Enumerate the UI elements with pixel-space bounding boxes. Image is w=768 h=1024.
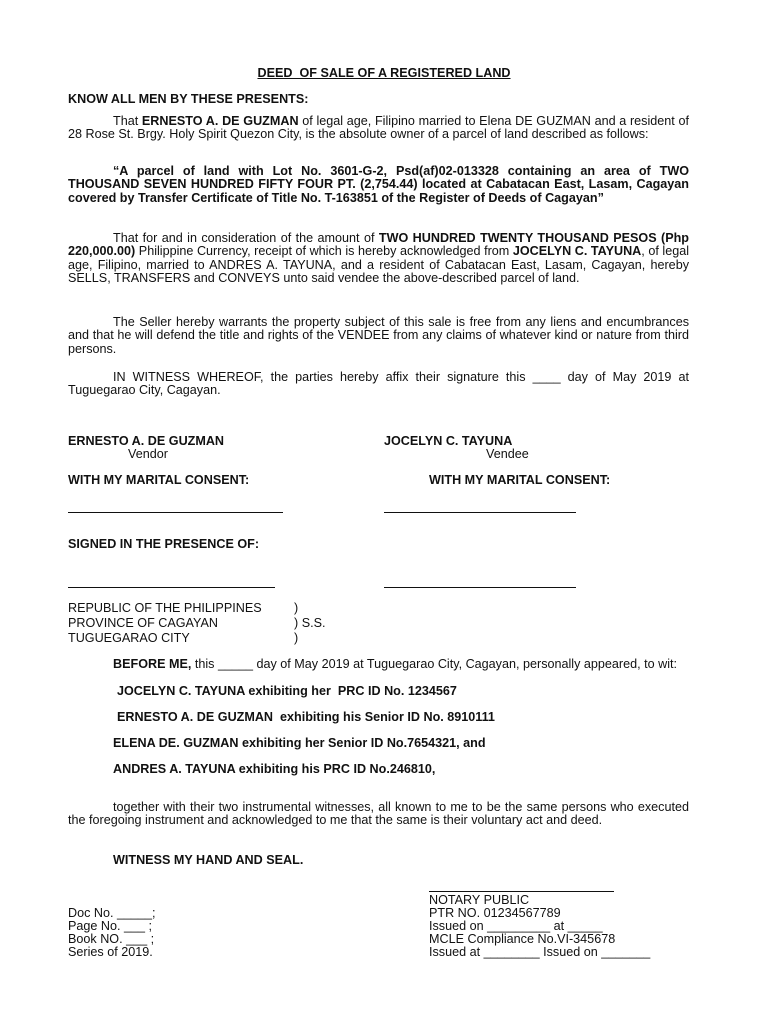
vendee-role: Vendee [486,447,529,461]
venue-city: TUGUEGARAO CITY [68,631,190,645]
vendee-name-inline: JOCELYN C. TAYUNA [512,244,642,259]
know-all-heading: KNOW ALL MEN BY THESE PRESENTS: [68,92,309,106]
together-paragraph: together with their two instrumental witnesses, all known to me to be the same persons who executed the foregoing instrument and acknowledged to me that the same is their voluntary act and deed. [68,800,689,828]
venue-province: PROVINCE OF CAGAYAN [68,616,218,630]
witness-hand-seal: WITNESS MY HAND AND SEAL. [113,853,304,867]
id-line-ernesto: ERNESTO A. DE GUZMAN exhibiting his Senior ID No. 8910111 [117,710,495,724]
notary-issued-at: Issued at ________ Issued on _______ [429,945,651,959]
id-line-andres: ANDRES A. TAYUNA exhibiting his PRC ID No.246810, [113,762,436,776]
witness-signature-line [68,587,275,588]
marital-consent-left: WITH MY MARITAL CONSENT: [68,473,250,487]
witness-signature-line [384,587,576,588]
id-line-elena: ELENA DE. GUZMAN exhibiting her Senior ID No.7654321, and [113,736,486,750]
witness-whereof-paragraph: IN WITNESS WHEREOF, the parties hereby affix their signature this ____ day of May 2019 at Tuguegarao City, Cagayan. [68,370,689,398]
doc-no: Doc No. _____; [68,906,156,920]
owner-name: ERNESTO A. DE GUZMAN [141,114,299,128]
venue-ss: ) S.S. [294,616,326,630]
page-no: Page No. ___ ; [68,919,153,933]
property-description: “A parcel of land with Lot No. 3601-G-2, Psd(af)02-013328 containing an area of TWO THOUSAND SEVEN HUNDRED FIFTY FOUR PT. (2,754.44) located at Cabatacan East, Lasam, Cagayan covered by Transfer Certificate of Title No. T-163851 of the Register of Deeds of Cagayan” [68,164,689,205]
sale-amount: TWO HUNDRED TWENTY THOUSAND PESOS (Php 220,000.00) [68,231,689,259]
book-no: Book NO. ___ ; [68,932,155,946]
owner-paragraph: That ERNESTO A. DE GUZMAN of legal age, Filipino married to Elena DE GUZMAN and a resident of 28 Rose St. Brgy. Holy Spirit Quezon City, is the absolute owner of a parcel of land described as follows: [68,114,689,142]
document-title: DEED OF SALE OF A REGISTERED LAND [257,66,511,80]
id-line-jocelyn: JOCELYN C. TAYUNA exhibiting her PRC ID No. 1234567 [117,684,457,698]
signature-line [68,512,283,513]
notary-signature-line [429,891,614,892]
venue-republic: REPUBLIC OF THE PHILIPPINES [68,601,262,615]
notary-title: NOTARY PUBLIC [429,893,530,907]
vendee-name: JOCELYN C. TAYUNA [384,434,513,448]
venue-paren: ) [294,631,299,645]
signature-line [384,512,576,513]
notary-mcle: MCLE Compliance No.VI-345678 [429,932,616,946]
signed-presence-heading: SIGNED IN THE PRESENCE OF: [68,537,260,551]
vendor-role: Vendor [128,447,168,461]
consideration-paragraph: That for and in consideration of the amount of TWO HUNDRED TWENTY THOUSAND PESOS (Php 220,000.00) Philippine Currency, receipt of which is hereby acknowledged from JOCELYN C. TAYUNA, of legal age, Filipino, married to ANDRES A. TAYUNA, and a resident of Cabatacan East, Lasam, Cagayan, hereby SELLS, TRANSFERS and CONVEYS unto said vendee the above-described parcel of land. [68,231,690,286]
marital-consent-right: WITH MY MARITAL CONSENT: [429,473,611,487]
notary-issued-on: Issued on _________ at _____ [429,919,603,933]
notary-ptr: PTR NO. 01234567789 [429,906,561,920]
series-year: Series of 2019. [68,945,153,959]
venue-paren: ) [294,601,299,615]
vendor-name: ERNESTO A. DE GUZMAN [68,434,225,448]
before-me-paragraph: BEFORE ME, this _____ day of May 2019 at Tuguegarao City, Cagayan, personally appeared, to wit: [113,657,678,671]
warranty-paragraph: The Seller hereby warrants the property subject of this sale is free from any liens and encumbrances and that he will defend the title and rights of the VENDEE from any claims of whatever kind or nature from third persons. [68,315,689,356]
